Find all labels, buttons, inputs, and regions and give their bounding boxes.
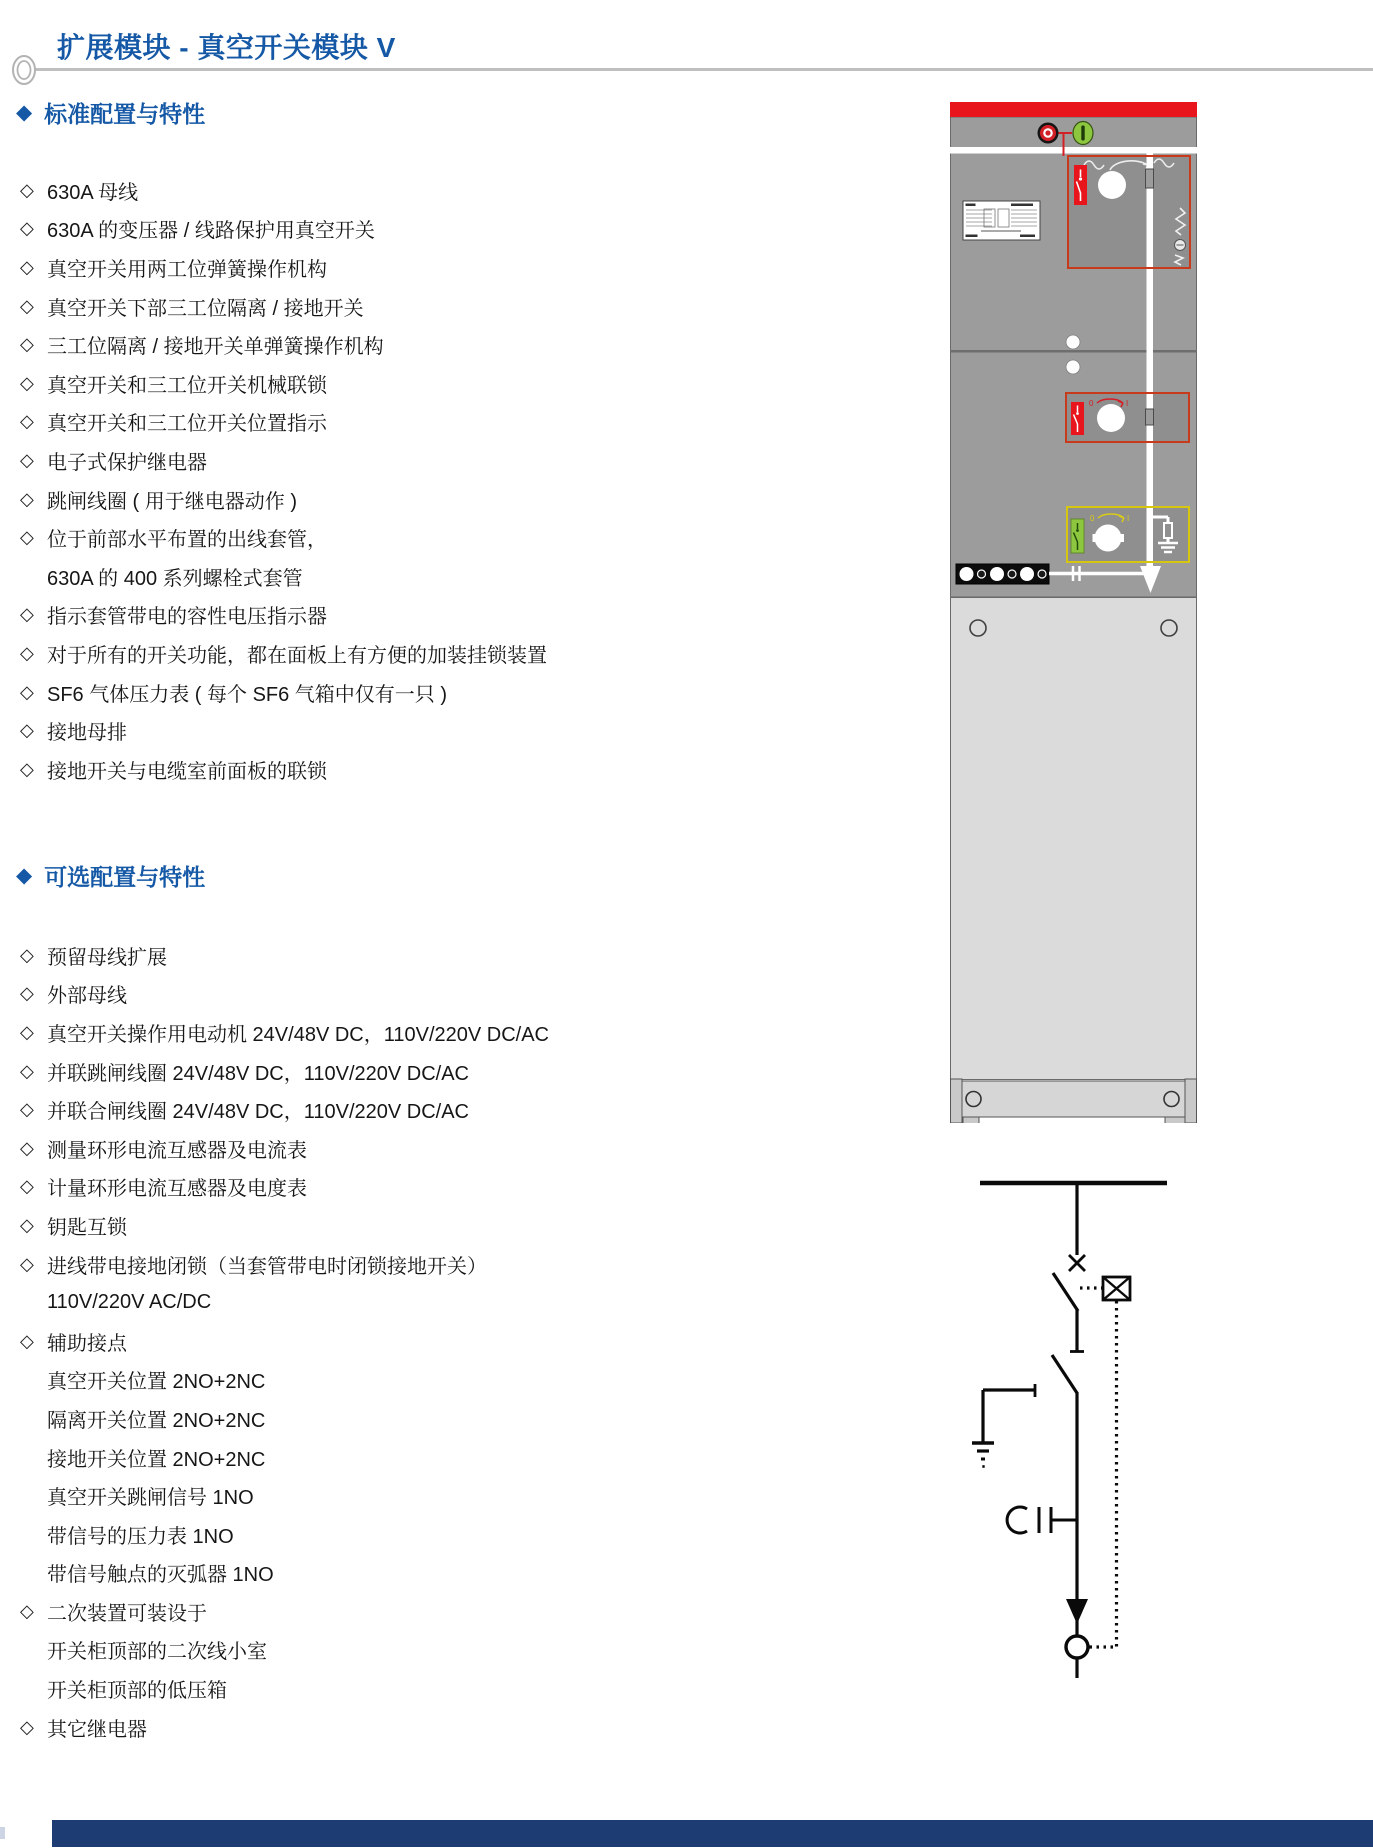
- list-item: [20, 634, 547, 673]
- cable-compartment-panel: [951, 598, 1197, 1080]
- diamond-bullet-icon: ◇: [20, 256, 34, 277]
- list-item-text: 接地开关位置 2NO+2NC: [47, 1448, 266, 1471]
- diamond-bullet-icon: ◇: [20, 295, 34, 316]
- list-item: [20, 750, 547, 789]
- footer-bar: [52, 1820, 1373, 1847]
- door-edge-stripe: [1147, 153, 1154, 566]
- list-item-text: 隔离开关位置 2NO+2NC: [47, 1409, 266, 1432]
- list-item-text: 位于前部水平布置的出线套管，: [47, 529, 327, 552]
- rating-plate: [963, 201, 1040, 240]
- diamond-bullet-icon: ◇: [20, 1176, 34, 1197]
- list-item-text: 计量环形电流互感器及电度表: [47, 1178, 307, 1201]
- list-item-text: 真空开关和三工位开关位置指示: [47, 413, 327, 436]
- section-heading-label: 标准配置与特性: [44, 101, 206, 127]
- list-item: [20, 936, 549, 975]
- list-item: [20, 1206, 549, 1245]
- list-item-text: 真空开关用两工位弹簧操作机构: [47, 258, 327, 281]
- list-item: [20, 673, 547, 712]
- list-item: [20, 557, 547, 596]
- diamond-bullet-icon: ◇: [20, 681, 34, 702]
- list-item: [20, 1476, 549, 1515]
- panel-hole: [1066, 335, 1080, 349]
- diamond-bullet-icon: ◇: [20, 983, 34, 1004]
- list-item: [20, 1283, 549, 1322]
- capacitive-indicator-symbol: [1007, 1507, 1077, 1533]
- list-item-text: 并联跳闸线圈 24V/48V DC，110V/220V DC/AC: [47, 1062, 470, 1085]
- list-item: [20, 364, 547, 403]
- list-item: [20, 1322, 549, 1361]
- optional-feature-list: [20, 936, 549, 1746]
- diamond-bullet-icon: ◇: [20, 1716, 34, 1737]
- position-label-on: I: [1126, 399, 1129, 408]
- list-item: [20, 1168, 549, 1207]
- list-item: [20, 210, 547, 249]
- flow-arrow-icon: [1066, 1599, 1088, 1624]
- list-item-text: 真空开关下部三工位隔离 / 接地开关: [47, 297, 364, 320]
- list-item: [20, 248, 547, 287]
- diamond-bullet-icon: ◇: [20, 1600, 34, 1621]
- list-item: [20, 1052, 549, 1091]
- list-item-text: 外部母线: [47, 985, 127, 1008]
- list-item-text: 钥匙互锁: [47, 1216, 127, 1239]
- door-hinge: [1146, 169, 1154, 188]
- list-item: [20, 171, 547, 210]
- front-white-stripe: [950, 147, 1197, 154]
- list-item-text: 预留母线扩展: [47, 946, 167, 969]
- diamond-bullet-icon: ◇: [20, 1021, 34, 1042]
- disconnector-symbol: [1052, 1355, 1077, 1393]
- door-hinge: [1146, 409, 1154, 425]
- diamond-bullet-icon: ◇: [20, 411, 34, 432]
- cabinet-red-band: [950, 102, 1197, 117]
- list-item-text: 630A 的变压器 / 线路保护用真空开关: [47, 220, 375, 243]
- vacuum-interrupter-x-icon: [1069, 1255, 1085, 1271]
- earth-branch-symbol: [972, 1384, 1035, 1467]
- list-item: [20, 287, 547, 326]
- diamond-bullet-icon: ◇: [20, 1214, 34, 1235]
- diamond-bullet-icon: ◇: [20, 449, 34, 470]
- list-item-text: 真空开关位置 2NO+2NC: [47, 1371, 266, 1394]
- list-item-text: 630A 的 400 系列螺栓式套管: [47, 567, 303, 590]
- list-item-text: 对于所有的开关功能，都在面板上有方便的加装挂锁装置: [47, 644, 547, 667]
- section-heading-label: 可选配置与特性: [44, 864, 206, 890]
- ring-ornament-icon: [8, 53, 42, 89]
- list-item: [20, 1631, 549, 1670]
- interlock-dotted-line: [1080, 1288, 1117, 1647]
- diamond-bullet-icon: ◇: [20, 1137, 34, 1158]
- single-line-circuit-diagram: [950, 1150, 1190, 1710]
- list-item: [20, 1013, 549, 1052]
- list-item-text: 辅助接点: [47, 1332, 127, 1355]
- list-item-text: 开关柜顶部的二次线小室: [47, 1641, 267, 1664]
- diamond-bullet-icon: ◇: [20, 488, 34, 509]
- section-heading-optional: [16, 859, 205, 892]
- list-item: [20, 596, 547, 635]
- list-item: [20, 1669, 549, 1708]
- list-item: [20, 1090, 549, 1129]
- list-item: [20, 1438, 549, 1477]
- list-item-text: 带信号触点的灭弧器 1NO: [47, 1564, 274, 1587]
- list-item: [20, 1554, 549, 1593]
- diamond-bullet-icon: ◇: [20, 372, 34, 393]
- list-item-text: 带信号的压力表 1NO: [47, 1525, 234, 1548]
- standard-feature-list: [20, 171, 547, 789]
- list-item-text: SF6 气体压力表 ( 每个 SF6 气箱中仅有一只 ): [47, 683, 448, 706]
- position-label-off: 0: [1090, 514, 1095, 523]
- diamond-bullet-icon: ◇: [20, 1253, 34, 1274]
- list-item-text: 接地母排: [47, 722, 127, 745]
- list-item: [20, 403, 547, 442]
- list-item-text: 真空开关跳闸信号 1NO: [47, 1487, 254, 1510]
- diamond-bullet-icon: ◇: [20, 604, 34, 625]
- diamond-bullet-icon: ◇: [20, 1099, 34, 1120]
- diamond-bullet-icon: ◇: [20, 944, 34, 965]
- list-item-text: 开关柜顶部的低压箱: [47, 1680, 227, 1703]
- list-item-text: 真空开关操作用电动机 24V/48V DC，110V/220V DC/AC: [47, 1023, 550, 1046]
- diamond-bullet-icon: ◇: [20, 334, 34, 355]
- list-item-text: 其它继电器: [47, 1718, 147, 1741]
- vacuum-switch-mechanism-panel: [1068, 156, 1190, 268]
- operating-shaft-hole: [1095, 525, 1122, 552]
- list-item-text: 二次装置可装设于: [47, 1602, 207, 1625]
- list-item-text: 真空开关和三工位开关机械联锁: [47, 374, 327, 397]
- operating-shaft-hole: [1097, 404, 1125, 432]
- footer-left-mark: [0, 1827, 5, 1839]
- off-button: [1038, 123, 1059, 144]
- diamond-bullet-icon: ◇: [20, 527, 34, 548]
- list-item: [20, 518, 547, 557]
- diamond-bullet-icon: ◇: [20, 179, 34, 200]
- panel-hole: [1066, 360, 1080, 374]
- list-item-text: 并联合闸线圈 24V/48V DC，110V/220V DC/AC: [47, 1101, 470, 1124]
- switchgear-cabinet-illustration: [950, 102, 1197, 1123]
- diamond-bullet-icon: ◇: [20, 642, 34, 663]
- diamond-bullet-icon: ◇: [20, 1330, 34, 1351]
- list-item-text: 指示套管带电的容性电压指示器: [47, 606, 327, 629]
- disconnector-mechanism-panel: [1066, 393, 1189, 442]
- on-button: [1073, 122, 1093, 145]
- diamond-bullet-icon: ◇: [20, 720, 34, 741]
- list-item: [20, 1361, 549, 1400]
- list-item: [20, 1515, 549, 1554]
- diamond-icon: ◆: [16, 101, 33, 124]
- list-item: [20, 1708, 549, 1747]
- section-heading-standard: [16, 96, 205, 129]
- cable-bushings: [956, 564, 1049, 584]
- list-item: [20, 480, 547, 519]
- list-item: [20, 1592, 549, 1631]
- list-item: [20, 1245, 549, 1284]
- position-label-on: I: [1127, 514, 1130, 523]
- diamond-icon: ◆: [16, 864, 33, 887]
- list-item-text: 接地开关与电缆室前面板的联锁: [47, 760, 327, 783]
- page-title: 扩展模块 - 真空开关模块 V: [57, 32, 396, 63]
- header-rule: [34, 68, 1373, 71]
- list-item-text: 进线带电接地闭锁（当套管带电时闭锁接地开关）: [47, 1255, 487, 1278]
- position-label-off: 0: [1089, 399, 1094, 408]
- list-item-text: 三工位隔离 / 接地开关单弹簧操作机构: [47, 336, 384, 359]
- cabinet-base: [951, 1079, 1197, 1123]
- list-item: [20, 325, 547, 364]
- diamond-bullet-icon: ◇: [20, 758, 34, 779]
- operating-shaft-hole: [1098, 171, 1126, 199]
- diamond-bullet-icon: ◇: [20, 218, 34, 239]
- list-item: [20, 1399, 549, 1438]
- list-item-text: 测量环形电流互感器及电流表: [47, 1139, 307, 1162]
- list-item-text: 110V/220V AC/DC: [47, 1291, 212, 1314]
- list-item: [20, 1129, 549, 1168]
- module-divider: [950, 350, 1197, 353]
- diamond-bullet-icon: ◇: [20, 1060, 34, 1081]
- list-item-text: 电子式保护继电器: [47, 451, 207, 474]
- cable-connection-symbol: [1066, 1636, 1088, 1658]
- list-item: [20, 441, 547, 480]
- list-item: [20, 975, 549, 1014]
- list-item-text: 630A 母线: [47, 181, 139, 204]
- vacuum-switch-symbol: [1053, 1273, 1078, 1351]
- list-item: [20, 711, 547, 750]
- list-item-text: 跳闸线圈 ( 用于继电器动作 ): [47, 490, 297, 513]
